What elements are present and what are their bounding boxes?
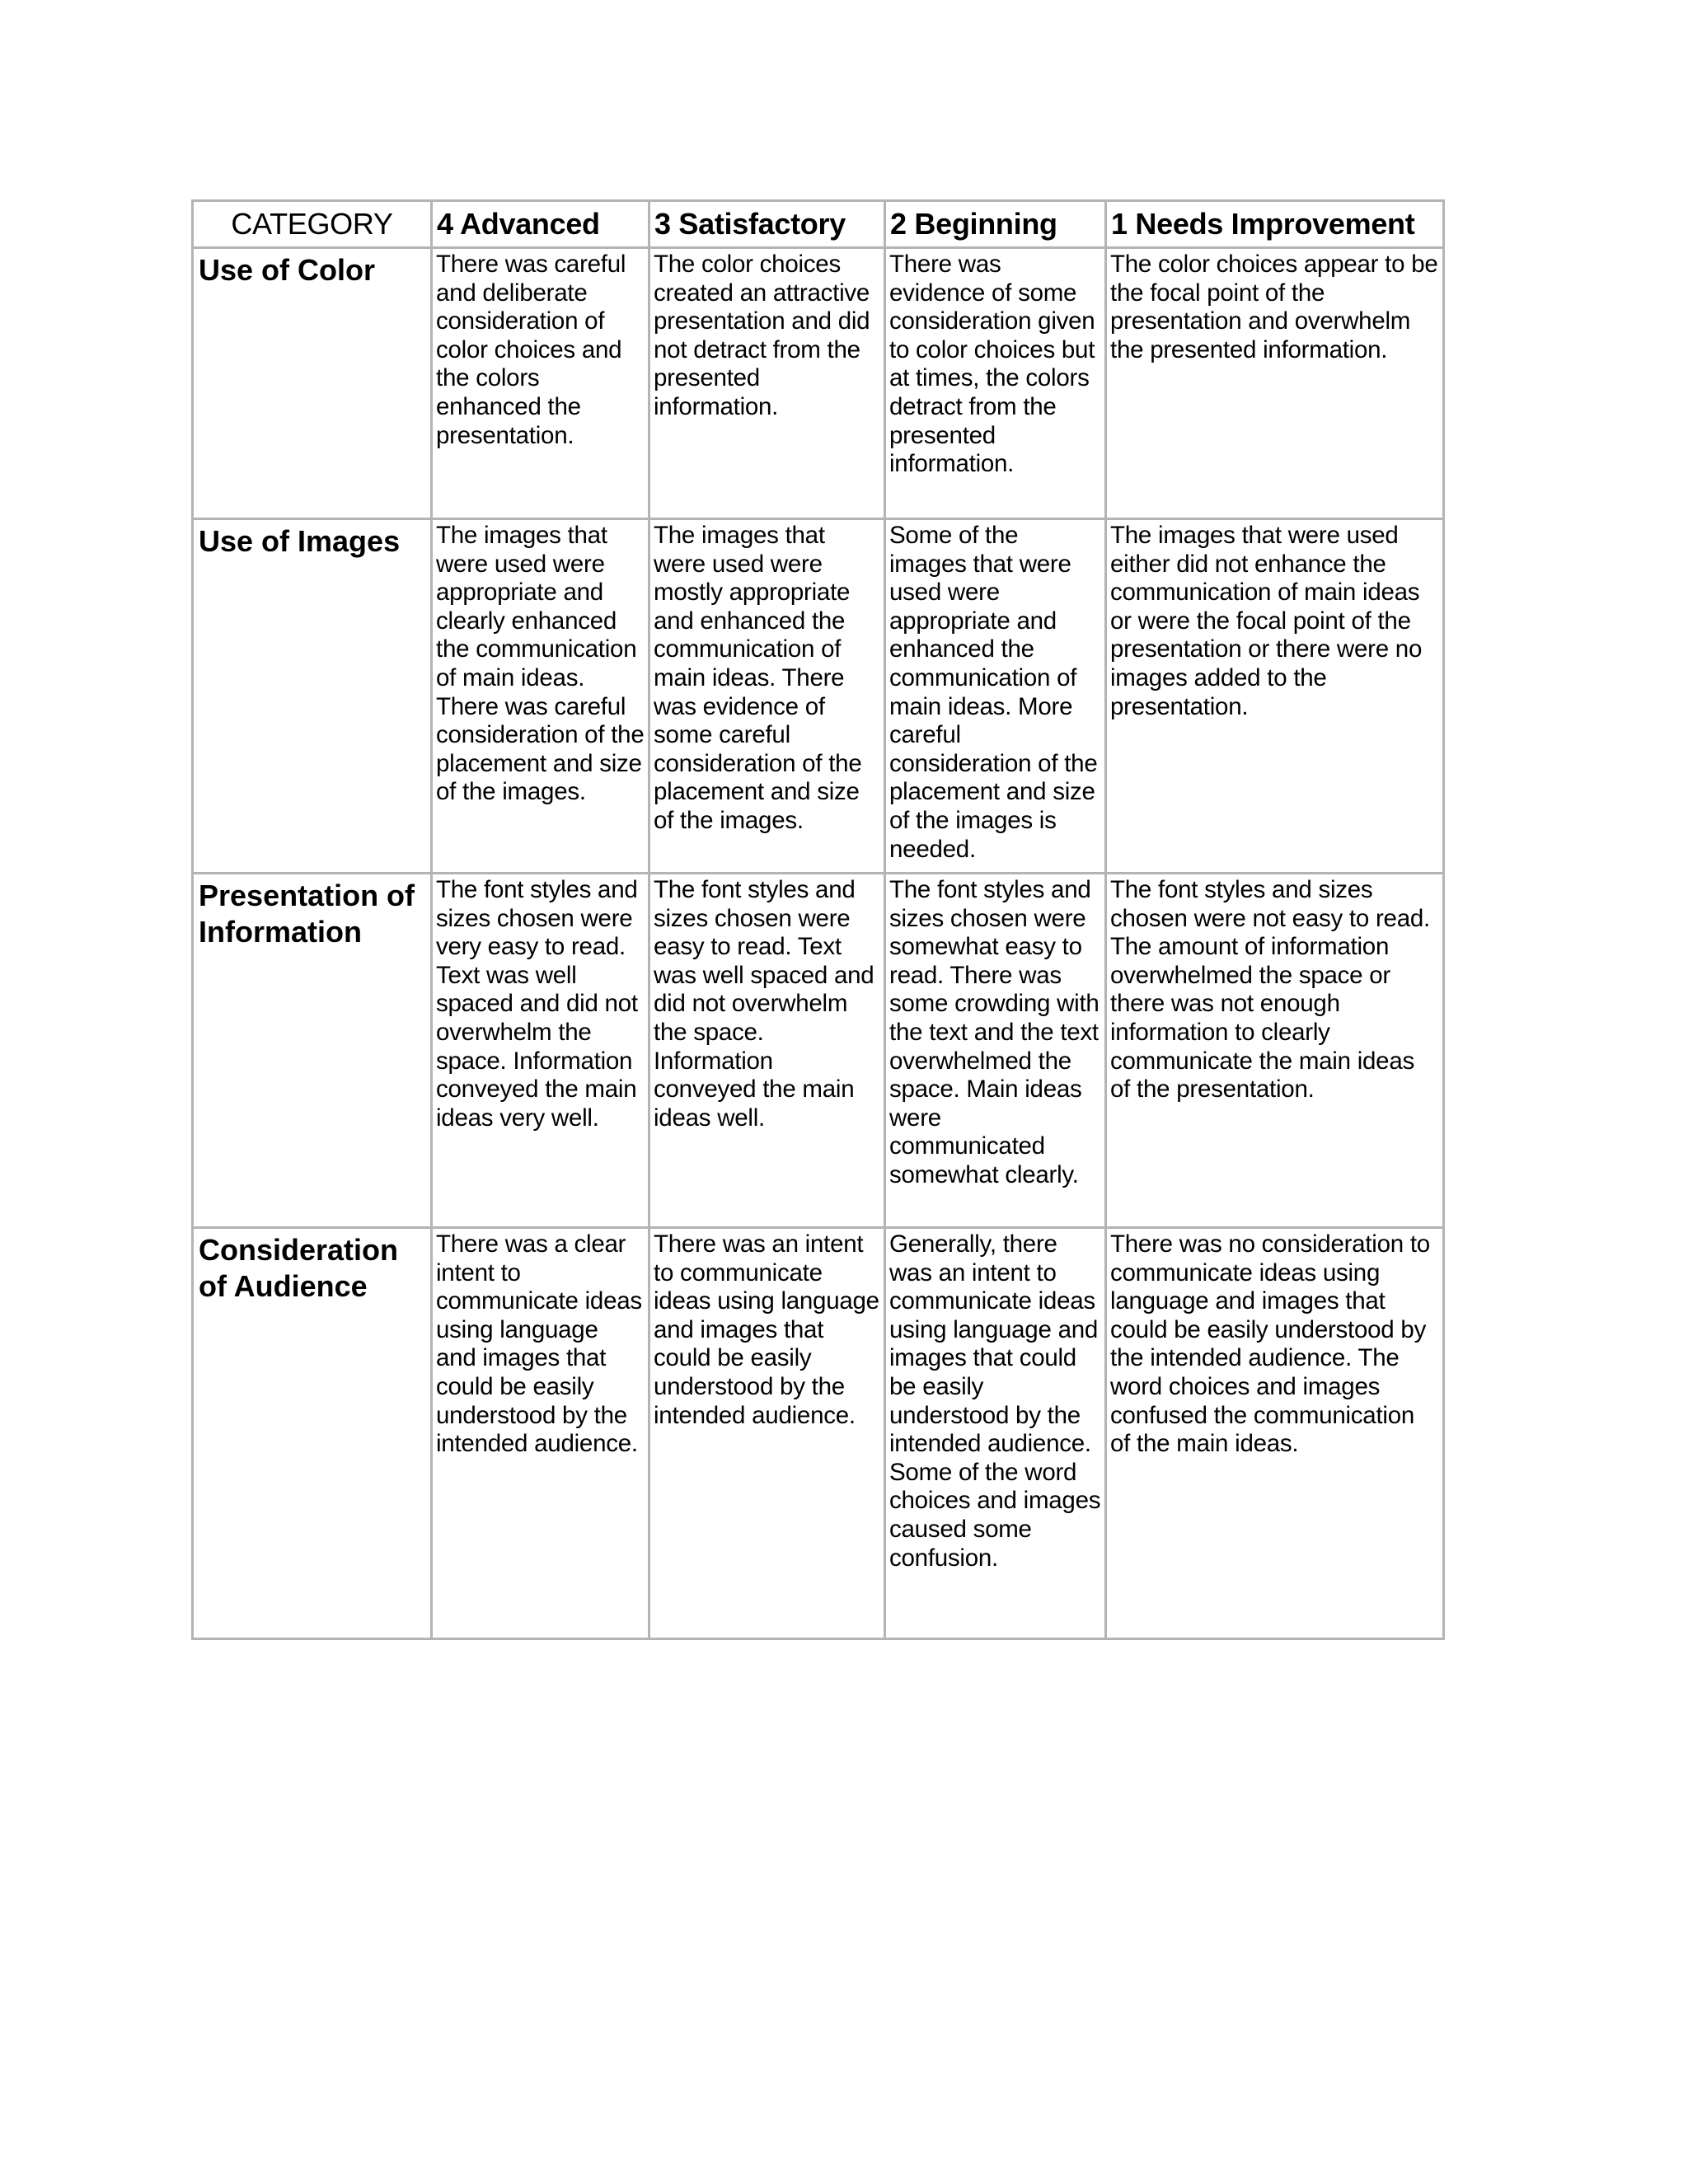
header-level-3: 3 Satisfactory	[649, 201, 885, 248]
cell-text: There was evidence of some consideration given to color choices but at times, the colors detract from the presented information.	[889, 251, 1095, 478]
level-2-cell	[885, 248, 1106, 519]
cell-text: Some of the images that were used were appropriate and enhanced the communication of main ideas. More careful consideration of the placement and size of the images is needed.	[889, 522, 1098, 863]
level-4-cell	[432, 519, 649, 874]
level-4-cell	[432, 874, 649, 1228]
cell-text: The color choices created an attractive presentation and did not detract from the presented information.	[654, 251, 870, 420]
level-3-cell	[649, 519, 885, 874]
table-row	[193, 519, 1444, 874]
header-level-4: 4 Advanced	[432, 201, 649, 248]
level-1-cell	[1106, 519, 1444, 874]
cell-text: The font styles and sizes chosen were somewhat easy to read. There was some crowding with the text and the text overwhelmed the space. Main ideas were communicated somewhat clearly.	[889, 876, 1100, 1188]
rubric-table	[191, 199, 1445, 1640]
level-3-cell	[649, 1228, 885, 1639]
cell-text: There was an intent to communicate ideas using language and images that could be easily understood by the intended audience.	[654, 1230, 879, 1429]
cell-text: The images that were used either did not enhance the communication of main ideas or were the focal point of the presentation or there were no images added to the presentation.	[1110, 522, 1423, 720]
table-row	[193, 1228, 1444, 1639]
header-level-2: 2 Beginning	[885, 201, 1106, 248]
level-3-cell	[649, 874, 885, 1228]
table-row	[193, 874, 1444, 1228]
cell-text: The font styles and sizes chosen were easy to read. Text was well spaced and did not overwhelm the space. Information conveyed the main ideas well.	[654, 876, 874, 1132]
table-row	[193, 248, 1444, 519]
category-cell: Use of Color	[193, 248, 432, 519]
level-4-cell	[432, 248, 649, 519]
header-level-1: 1 Needs Improvement	[1106, 201, 1444, 248]
level-1-cell	[1106, 874, 1444, 1228]
category-cell: Presentation of Information	[193, 874, 432, 1228]
header-row	[193, 201, 1444, 248]
level-2-cell	[885, 874, 1106, 1228]
cell-text: There was no consideration to communicate ideas using language and images that could be easily understood by the intended audience. The word choices and images confused the communication of the main ideas.	[1110, 1230, 1430, 1458]
level-3-cell	[649, 248, 885, 519]
cell-text: The font styles and sizes chosen were very easy to read. Text was well spaced and did not overwhelm the space. Information conveyed the main ideas very well.	[436, 876, 638, 1132]
cell-text: Generally, there was an intent to communicate ideas using language and images that could be easily understood by the intended audience. Some of the word choices and images caused some confusion.	[889, 1230, 1101, 1572]
level-1-cell	[1106, 1228, 1444, 1639]
category-cell: Consideration of Audience	[193, 1228, 432, 1639]
cell-text: There was careful and deliberate consideration of color choices and the colors enhanced the presentation.	[436, 251, 626, 449]
cell-text: The font styles and sizes chosen were not easy to read. The amount of information overwhelmed the space or there was not enough information to clearly communicate the main ideas of the presentation.	[1110, 876, 1430, 1104]
category-cell: Use of Images	[193, 519, 432, 874]
header-category: CATEGORY	[193, 201, 432, 248]
cell-text: The color choices appear to be the focal point of the presentation and overwhelm the presented information.	[1110, 251, 1438, 363]
level-1-cell	[1106, 248, 1444, 519]
level-4-cell	[432, 1228, 649, 1639]
level-2-cell	[885, 519, 1106, 874]
cell-text: The images that were used were appropriate and clearly enhanced the communication of main ideas. There was careful consideration of the placement and size of the images.	[436, 522, 645, 806]
cell-text: There was a clear intent to communicate ideas using language and images that could be easily understood by the intended audience.	[436, 1230, 642, 1458]
level-2-cell	[885, 1228, 1106, 1639]
cell-text: The images that were used were mostly appropriate and enhanced the communication of main ideas. There was evidence of some careful consideration of the placement and size of the images.	[654, 522, 862, 834]
